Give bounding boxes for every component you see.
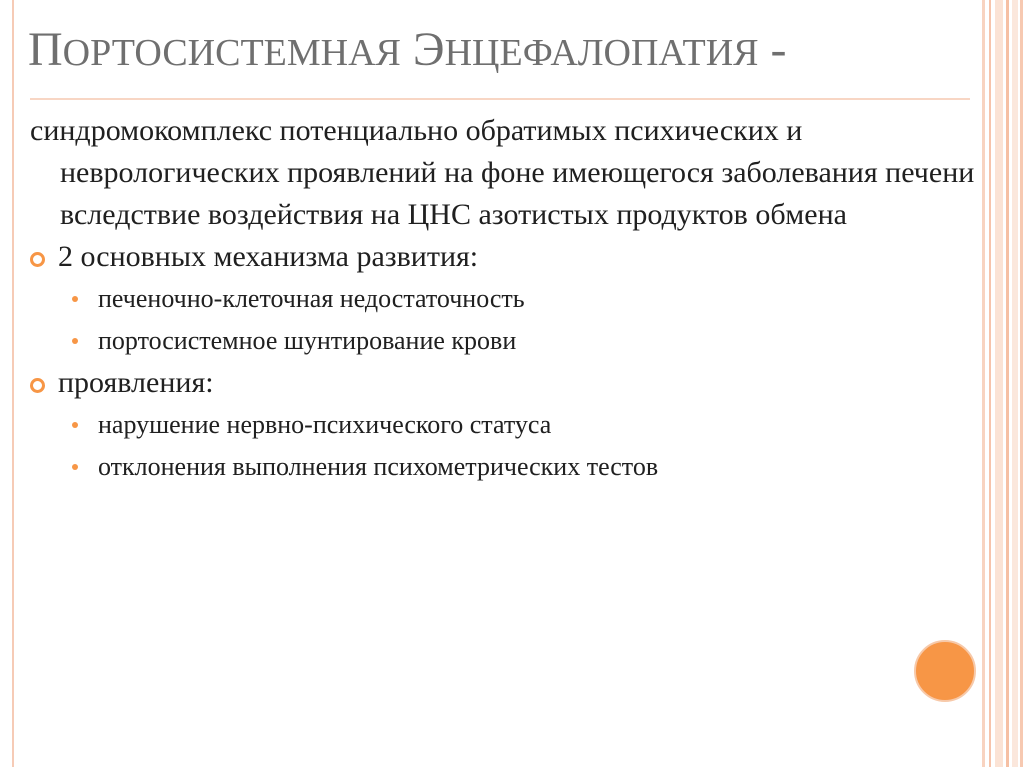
orange-circle-decoration bbox=[914, 640, 976, 702]
mechanisms-list bbox=[30, 278, 980, 362]
dot-bullet-icon bbox=[72, 464, 78, 470]
bullet-mechanisms bbox=[30, 236, 980, 278]
list-item: портосистемное шунтирование крови bbox=[30, 320, 980, 362]
ring-bullet-icon bbox=[30, 252, 45, 267]
list-item: нарушение нервно-психического статуса bbox=[30, 404, 980, 446]
bullet-manifestations bbox=[30, 362, 980, 404]
dot-bullet-icon bbox=[72, 296, 78, 302]
right-decorative-stripes bbox=[982, 0, 1024, 767]
slide-body bbox=[30, 110, 980, 488]
left-border-line bbox=[12, 0, 14, 767]
bullet-mechanisms-text: 2 основных механизма развития: bbox=[58, 240, 479, 273]
ring-bullet-icon bbox=[30, 378, 45, 393]
list-item: отклонения выполнения психометрических тестов bbox=[30, 446, 980, 488]
title-divider bbox=[30, 98, 970, 100]
slide-title: ПОРТОСИСТЕМНАЯ ЭНЦЕФАЛОПАТИЯ - bbox=[28, 23, 787, 76]
definition-text: синдромокомплекс потенциально обратимых психических и неврологических проявлений на фоне имеющегося заболевания печени вследствие воздействия на ЦНС азотистых продуктов обмена bbox=[30, 114, 975, 231]
bullet-manifestations-text: проявления: bbox=[58, 366, 214, 399]
dot-bullet-icon bbox=[72, 338, 78, 344]
manifestations-list bbox=[30, 404, 980, 488]
list-item: печеночно-клеточная недостаточность bbox=[30, 278, 980, 320]
dot-bullet-icon bbox=[72, 422, 78, 428]
